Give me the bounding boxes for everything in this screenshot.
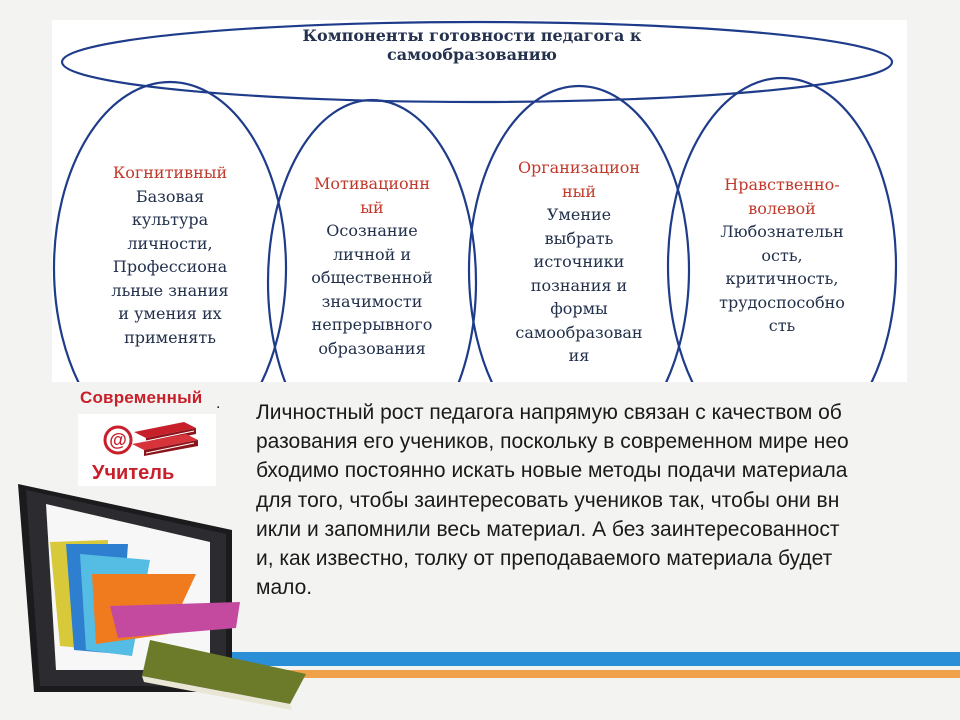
component-desc-line: Умение (546, 205, 612, 224)
component-desc-line: культура (131, 210, 209, 229)
component-desc-line: и умения их (118, 304, 222, 323)
component-name: ый (360, 197, 384, 217)
component-desc-line: Любознательн (720, 222, 844, 241)
readiness-components-diagram (52, 20, 907, 382)
component-desc-line: личности, (127, 233, 213, 253)
component-desc-line: значимости (321, 291, 423, 311)
diagram-title (252, 26, 692, 64)
component-desc-line: Осознание (326, 221, 418, 240)
component-desc-line: самообразован (515, 322, 643, 342)
component-desc-line: сть (768, 316, 796, 335)
component-name: Организацион (517, 158, 641, 177)
component-desc-line: Базовая (135, 186, 205, 206)
component-name: Нравственно- (724, 175, 840, 194)
component-desc-line: непрерывного (311, 315, 433, 334)
component-desc-line: применять (124, 327, 216, 347)
component-desc-line: Профессиона (112, 257, 228, 276)
component-name: Когнитивный (112, 163, 228, 182)
component-desc-line: критичность, (725, 269, 839, 288)
component-name: Мотивационн (314, 174, 430, 193)
body-paragraph: Личностный рост педагога напрямую связан с качеством об разования его учеников, поскольку в современном мире нео бходимо постоянно искать новые методы подачи материала для того, чтобы заинтересовать учеников так, чтобы они вн икли и запомнили весь материал. А без заинтересованност и, как известно, толку от преподаваемого материала будет мало. (256, 401, 849, 600)
component-desc-line: ия (568, 346, 590, 365)
component-name: ный (561, 181, 597, 201)
component-desc-line: образования (318, 338, 426, 358)
logo-top-text: Современный (80, 388, 203, 407)
component-desc-line: общественной (311, 268, 433, 287)
component-desc-line: ость, (761, 245, 803, 265)
logo-trailing-dot: . (216, 395, 221, 412)
component-cognitive (90, 161, 250, 349)
component-desc-line: льные знания (111, 280, 229, 300)
blue-stripe (230, 652, 960, 666)
component-name: волевой (748, 198, 816, 218)
component-motivational (288, 172, 456, 360)
component-desc-line: познания и (530, 275, 628, 295)
component-desc-line: источники (533, 252, 625, 271)
component-desc-line: трудоспособно (719, 292, 845, 312)
component-organizational (492, 156, 666, 368)
svg-text:@: @ (109, 430, 127, 450)
component-desc-line: выбрать (544, 228, 614, 248)
orange-stripe (230, 670, 960, 678)
diagram-title-line: самообразованию (387, 45, 557, 64)
component-moral-volitional (692, 173, 872, 338)
component-desc-line: формы (550, 299, 608, 318)
diagram-title-line: Компоненты готовности педагога к (302, 26, 642, 45)
component-desc-line: личной и (332, 244, 412, 264)
logo-bottom-text: Учитель (92, 462, 175, 484)
